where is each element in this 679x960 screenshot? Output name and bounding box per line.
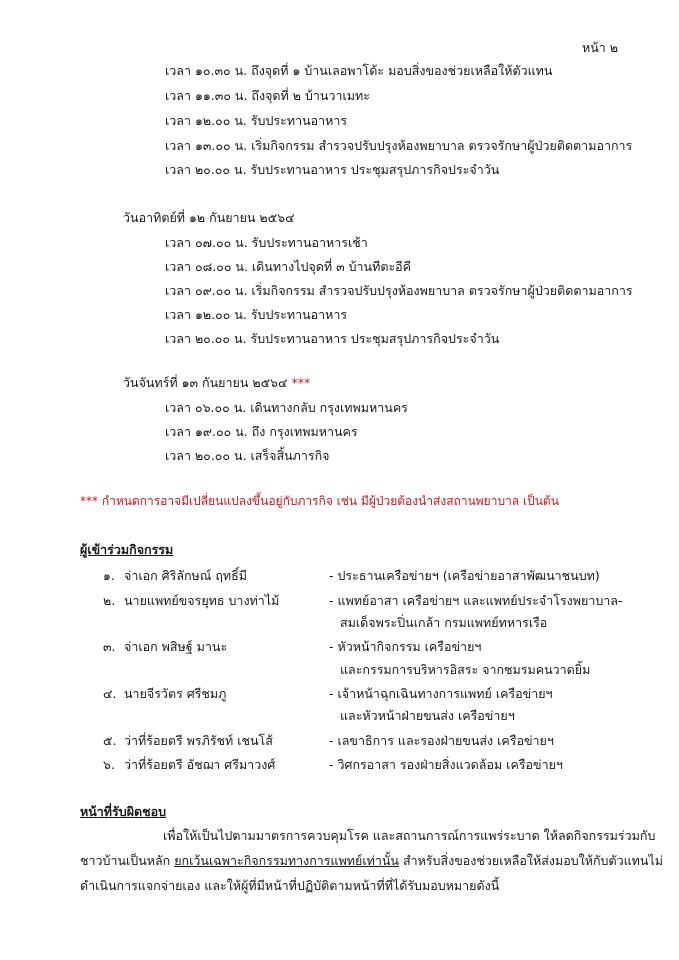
day-heading: [123, 373, 310, 393]
participant-name: จ่าเอก พสิษฐ์ มานะ: [124, 639, 228, 654]
day-heading: วันอาทิตย์ที่ ๑๒ กันยายน ๒๕๖๔: [123, 210, 295, 225]
schedule-item: เวลา ๑๒.๐๐ น. รับประทานอาหาร: [165, 307, 348, 322]
participant-role: - ประธานเครือข่ายฯ (เครือข่ายอาสาพัฒนาชนบท): [329, 568, 600, 583]
participant-number: ๓.: [103, 639, 116, 654]
day-title: วันจันทร์ที่ ๑๓ กันยายน ๒๕๖๔: [123, 375, 288, 390]
participant-name: ว่าที่ร้อยตรี อัชฌา ศรีมาวงศ์: [124, 757, 276, 772]
duties-paragraph-line: [80, 851, 663, 871]
change-marker: ***: [291, 375, 311, 390]
participant-number: ๑.: [103, 568, 115, 583]
duties-paragraph-line: เพื่อให้เป็นไปตามมาตรการควบคุมโรค และสถานการณ์การแพร่ระบาด ให้ลดกิจกรรมร่วมกับ: [163, 828, 656, 843]
participant-name: ว่าที่ร้อยตรี พรภิรัชท์ เชนโส้: [124, 733, 273, 748]
participant-role: - วิศกรอาสา รองฝ่ายสิ่งแวดล้อม เครือข่ายฯ: [329, 757, 563, 772]
schedule-item: เวลา ๐๘.๐๐ น. เดินทางไปจุดที่ ๓ บ้านทีตะอีคี: [165, 259, 412, 274]
participant-role: - หัวหน้ากิจกรรม เครือข่ายฯ: [329, 639, 482, 654]
schedule-change-note: *** กำหนดการอาจมีเปลี่ยนแปลงขึ้นอยู่กับภารกิจ เช่น มีผู้ป่วยต้องนำส่งสถานพยาบาล เป็นต้น: [80, 494, 559, 508]
participant-role-cont: และกรรมการบริหารอิสระ จากชมรมคนวาดยิ้ม: [340, 662, 591, 677]
schedule-item: เวลา ๑๐.๓๐ น. ถึงจุดที่ ๑ บ้านเลอพาโด้ะ มอบสิ่งของช่วยเหลือให้ตัวแทน: [165, 63, 553, 78]
schedule-item: เวลา ๐๗.๐๐ น. รับประทานอาหารเช้า: [165, 235, 368, 250]
participant-name: จ่าเอก ศิริลักษณ์ ฤทธิ์มี: [124, 568, 248, 583]
schedule-item: เวลา ๒๐.๐๐ น. เสร็จสิ้นภารกิจ: [165, 448, 330, 463]
schedule-item: เวลา ๒๐.๐๐ น. รับประทานอาหาร ประชุมสรุปภารกิจประจำวัน: [165, 162, 500, 177]
schedule-item: เวลา ๑๙.๐๐ น. ถึง กรุงเทพมหานคร: [165, 424, 358, 439]
participant-name: นายจีรวัตร ศรีชมภู: [124, 686, 227, 701]
duties-emphasis: ยกเว้นเฉพาะกิจกรรมทางการแพทย์เท่านั้น: [174, 853, 399, 868]
participant-number: ๕.: [103, 733, 117, 748]
participant-role: - แพทย์อาสา เครือข่ายฯ และแพทย์ประจำโรงพยาบาล-: [329, 593, 623, 608]
participants-heading: ผู้เข้าร่วมกิจกรรม: [80, 542, 174, 557]
participant-number: ๖.: [103, 757, 115, 772]
schedule-item: เวลา ๐๙.๐๐ น. เริ่มกิจกรรม สำรวจปรับปรุงห้องพยาบาล ตรวจรักษาผู้ป่วยติดตามอาการ: [165, 283, 633, 298]
participant-role-cont: สมเด็จพระปิ่นเกล้า กรมแพทย์ทหารเรือ: [340, 615, 548, 630]
schedule-item: เวลา ๑๓.๐๐ น. เริ่มกิจกรรม สำรวจปรับปรุงห้องพยาบาล ตรวจรักษาผู้ป่วยติดตามอาการ: [165, 138, 633, 153]
duties-paragraph-line: ดำเนินการแจกจ่ายเอง และให้ผู้ที่มีหน้าที่ปฏิบัติตามหน้าที่ที่ได้รับมอบหมายดังนี้: [80, 878, 500, 893]
schedule-item: เวลา ๒๐.๐๐ น. รับประทานอาหาร ประชุมสรุปภารกิจประจำวัน: [165, 331, 500, 346]
schedule-item: เวลา ๑๑.๓๐ น. ถึงจุดที่ ๒ บ้านวาเมทะ: [165, 88, 370, 103]
schedule-item: เวลา ๑๒.๐๐ น. รับประทานอาหาร: [165, 113, 348, 128]
participant-role: - เจ้าหน้าฉุกเฉินทางการแพทย์ เครือข่ายฯ: [329, 686, 553, 701]
duties-text: ชาวบ้านเป็นหลัก: [80, 853, 175, 868]
participant-role-cont: และหัวหน้าฝ่ายขนส่ง เครือข่ายฯ: [340, 708, 515, 723]
participant-number: ๔.: [103, 686, 117, 701]
duties-text: สำหรับสิ่งของช่วยเหลือให้ส่งมอบให้กับตัวแทนไม่: [398, 853, 663, 868]
participant-number: ๒.: [103, 593, 116, 608]
schedule-item: เวลา ๐๖.๐๐ น. เดินทางกลับ กรุงเทพมหานคร: [165, 400, 408, 415]
participant-role: - เลขาธิการ และรองฝ่ายขนส่ง เครือข่ายฯ: [329, 733, 554, 748]
duties-heading: หน้าที่รับผิดชอบ: [80, 804, 167, 819]
page-number: หน้า ๒: [582, 40, 619, 55]
participant-name: นายแพทย์ขจรยุทธ บางท่าไม้: [124, 593, 280, 608]
